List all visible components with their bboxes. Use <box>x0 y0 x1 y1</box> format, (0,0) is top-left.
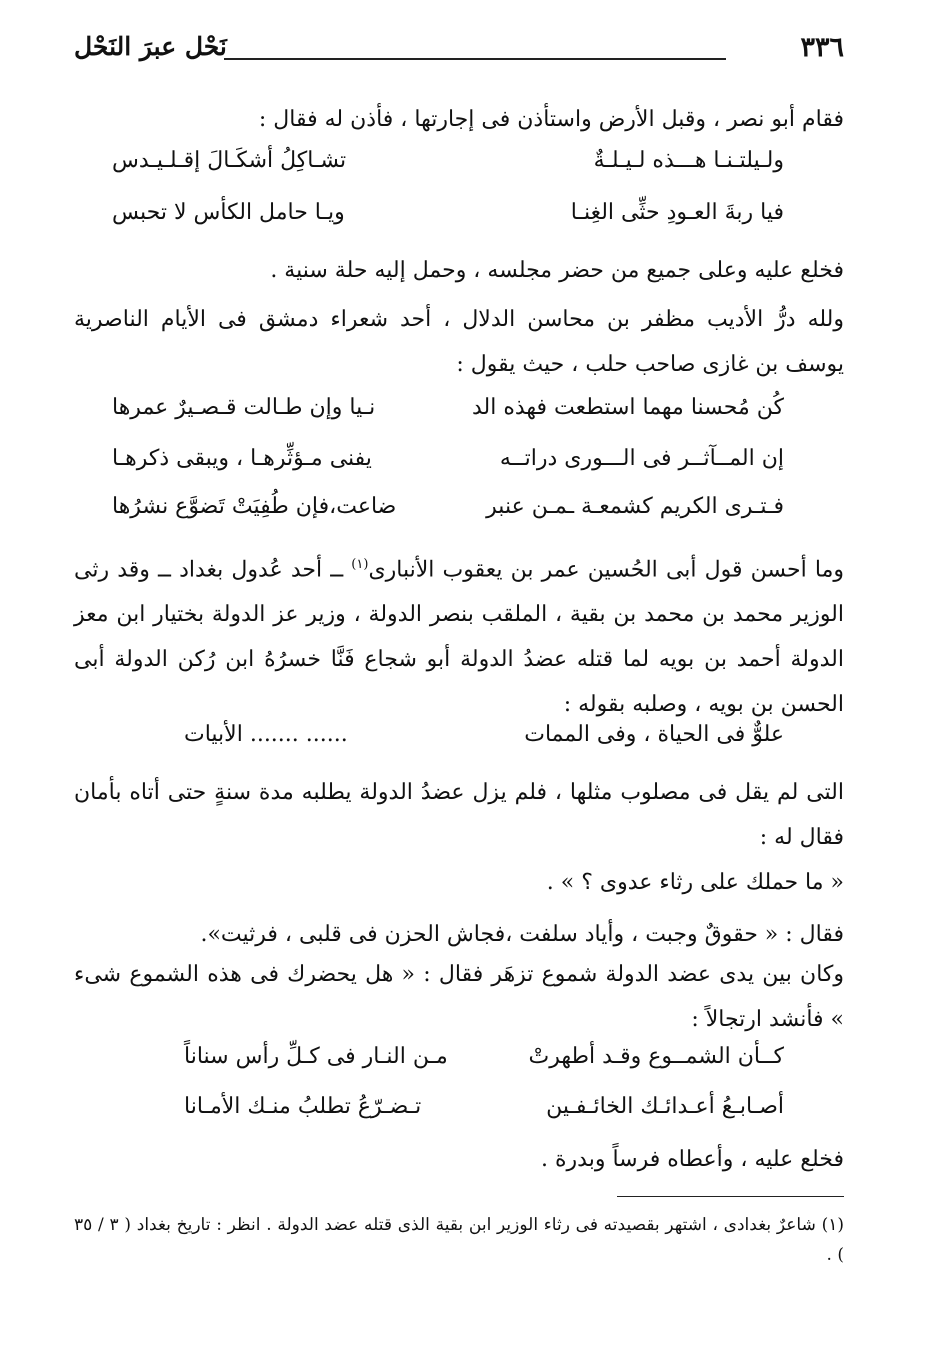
verse-second-hemistich: ويـا حامل الكأس لا تحبس <box>112 200 345 225</box>
verse-second-hemistich: يفنى مـؤثِّرهـا ، ويبقى ذكرهـا <box>112 446 372 471</box>
paragraph-6: « ما حملك على رثاء عدوى ؟ » . <box>546 870 844 895</box>
verse-first-hemistich: ولـيلتـنـا هـــذه لـيـلـةٌ <box>593 148 784 173</box>
paragraph-3: ولله درُّ الأديب مظفر بن محاسن الدلال ، أحد شعراء دمشق فى الأيام الناصرية يوسف بن غازى صاحب حلب ، حيث يقول : <box>74 307 844 377</box>
footnote-rule <box>617 1196 844 1197</box>
footnote: (١) شاعرٌ بغدادى ، اشتهر بقصيدته فى رثاء الوزير ابن بقية الذى قتله عضد الدولة . انظر : تاريخ بغداد ( ٣ / ٣٥ ) . <box>74 1215 844 1265</box>
verse-second-hemistich: تـضـرّعُ تطلبُ منـك الأمـانا <box>184 1094 422 1119</box>
verse-first-hemistich: إن المــآثــر فى الـــورى دراتــه <box>499 446 784 471</box>
paragraph-4-body: ــ أحد عُدول بغداد ــ وقد رثى الوزير محمد بن محمد بن بقية ، الملقب بنصر الدولة ، وزير عز الدولة بختيار ابن معز الدولة أحمد بن بويه لما قتله عضدُ الدولة أبو شجاع فَنَّا خسرُهُ ابن رُكن الدولة أبى الحسن بن بويه ، وصلبه بقوله : <box>74 557 844 718</box>
running-title: نَحْل عبرَ النَحْل <box>74 32 227 61</box>
verse-first-hemistich: كُن مُحسنا مهما استطعت فهذه الد <box>471 395 784 420</box>
verse-first-hemistich: فـتـرى الكريم كشمعـة ـمـن عنبر <box>486 494 784 519</box>
verse-second-hemistich: ضاعت،فإن طُفِيَتْ تَضوَّع نشرُها <box>112 494 397 519</box>
verse-line <box>74 200 784 250</box>
verse-line <box>74 446 784 496</box>
verse-line <box>74 148 784 198</box>
paragraph-9: فخلع عليه ، وأعطاه فرساً وبدرة . <box>541 1147 844 1172</box>
verse-first-hemistich: كــأن الشمــوع وقـد أطهرتْ <box>528 1044 784 1069</box>
paragraph-4 <box>74 542 844 727</box>
verse-line <box>74 722 784 772</box>
verse-first-hemistich: فيا ربةَ العـودِ حثِّى الغِنـا <box>570 200 784 225</box>
footnote-marker: (١) <box>351 557 369 572</box>
verse-line <box>74 1044 784 1094</box>
verse-first-hemistich: أصـابـعُ أعـدائـك الخائـفـين <box>546 1094 784 1119</box>
verse-second-hemistich: نـيا وإن طـالت قـصـيرٌ عمرها <box>112 395 376 420</box>
paragraph-1: فقام أبو نصر ، وقبل الأرض واستأذن فى إجارتها ، فأذن له فقال : <box>258 107 844 132</box>
verse-second-hemistich: ...... ....... الأبيات <box>184 722 348 747</box>
verse-second-hemistich: تشـاكِلُ أشكَـالَ إقـلـيـدس <box>112 148 347 173</box>
running-header <box>74 28 844 68</box>
paragraph-5: التى لم يقل فى مصلوب مثلها ، فلم يزل عضدُ الدولة يطلبه مدة سنةٍ حتى أتاه بأمان فقال له : <box>74 780 844 850</box>
verse-line <box>74 494 784 544</box>
verse-line <box>74 395 784 445</box>
paragraph-8: وكان بين يدى عضد الدولة شموع تزهَر فقال : « هل يحضرك فى هذه الشموع شىء » فأنشد ارتجالاً : <box>74 962 844 1032</box>
paragraph-2: فخلع عليه وعلى جميع من حضر مجلسه ، وحمل إليه حلة سنية . <box>270 258 844 283</box>
header-rule <box>224 58 726 60</box>
verse-second-hemistich: مـن النـار فى كـلِّ رأس سناناً <box>184 1044 448 1069</box>
page-number: ٣٣٦ <box>800 32 844 63</box>
paragraph-4-lead: وما أحسن قول أبى الحُسين عمر بن يعقوب الأنبارى <box>368 557 845 583</box>
verse-first-hemistich: علوٌّ فى الحياة ، وفى الممات <box>524 722 784 747</box>
paragraph-7: فقال : « حقوقٌ وجبت ، وأياد سلفت ،فجاش الحزن فى قلبى ، فرثيت». <box>200 922 844 947</box>
